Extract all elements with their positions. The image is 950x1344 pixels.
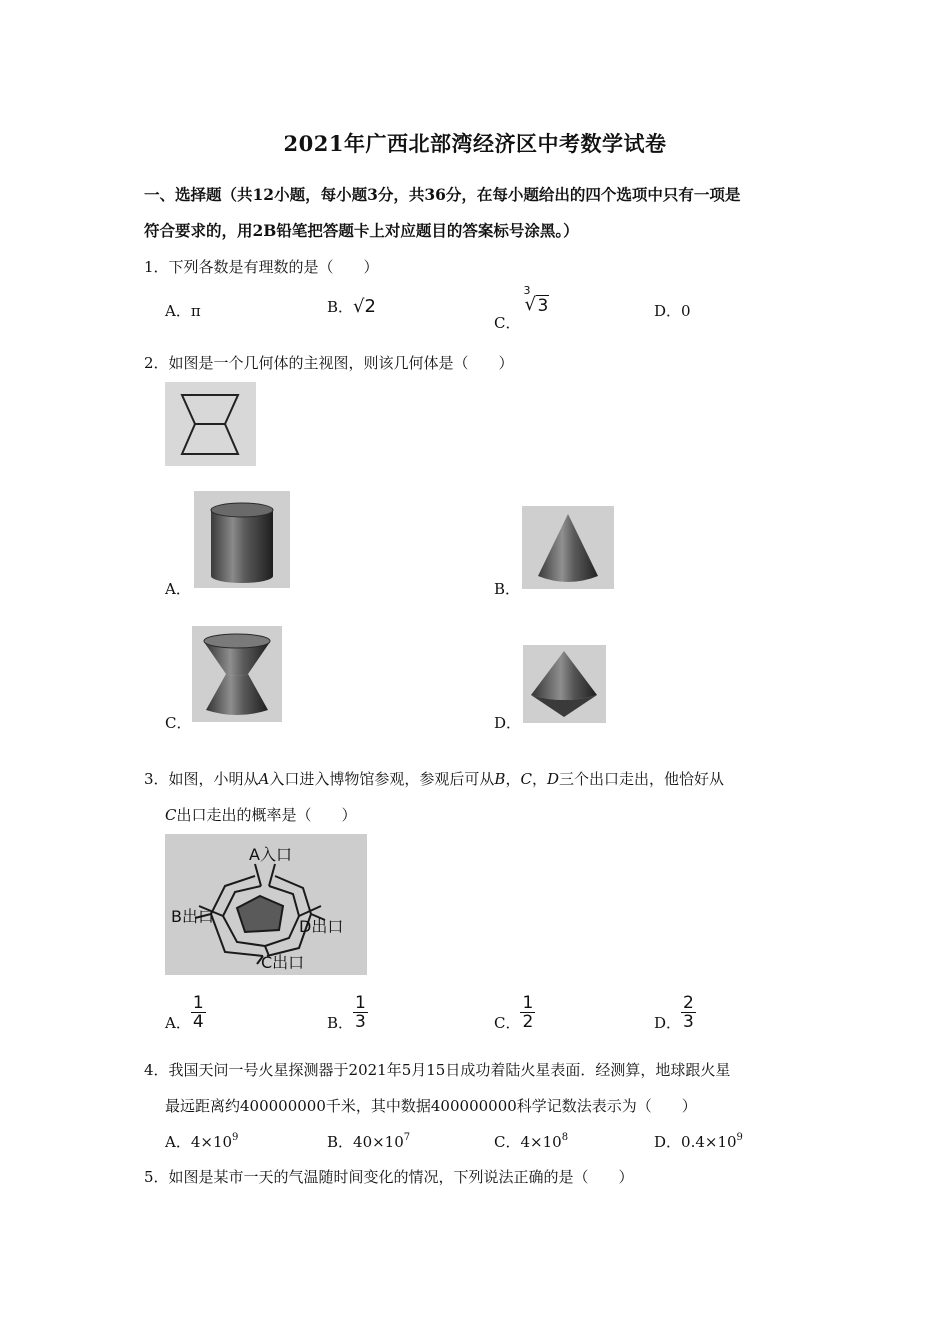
option-label: B． — [327, 1014, 354, 1032]
option-label: A． — [165, 1014, 191, 1032]
q3-option-b[interactable] — [327, 994, 368, 1031]
option-value: 0 — [681, 302, 691, 320]
option-label: C． — [494, 314, 521, 332]
front-view-figure — [165, 382, 256, 466]
option-label: D． — [654, 1014, 682, 1032]
var-d: D — [546, 770, 559, 788]
denominator: 3 — [355, 1012, 366, 1032]
radical-sign: √ — [524, 294, 536, 315]
fraction — [191, 994, 206, 1031]
option-label: A． — [165, 1133, 191, 1151]
map-label-b-exit: B出口 — [171, 907, 214, 926]
option-label: C． — [494, 1014, 521, 1032]
option-label: C． — [494, 1133, 521, 1151]
q4-option-a[interactable] — [165, 1131, 238, 1152]
exponent: 8 — [561, 1132, 569, 1143]
text: 三个出口走出，他恰好从 — [558, 770, 724, 788]
text: ， — [531, 770, 547, 788]
cone-figure[interactable] — [522, 506, 614, 589]
exponent: 9 — [736, 1132, 743, 1143]
text: 3．如图，小明从 — [144, 770, 259, 788]
numerator: 2 — [683, 993, 694, 1013]
question-3-stem-line2 — [165, 804, 357, 825]
numerator: 1 — [522, 993, 534, 1013]
map-label-c-exit: C出口 — [261, 953, 305, 972]
question-5-stem: 5．如图是某市一天的气温随时间变化的情况，下列说法正确的是（ ） — [144, 1168, 634, 1186]
section-header-line1: 一、选择题（共12小题，每小题3分，共36分，在每小题给出的四个选项中只有一项是 — [144, 185, 741, 204]
question-4-stem-line1: 4．我国天问一号火星探测器于2021年5月15日成功着陆火星表面．经测算，地球跟火星 — [144, 1061, 731, 1079]
q2-option-a-label[interactable]: A． — [165, 580, 191, 598]
option-label: B． — [327, 1133, 354, 1151]
fraction — [353, 994, 368, 1031]
question-4-stem-line2: 最远距离约400000000千米，其中数据400000000科学记数法表示为（ ） — [165, 1097, 697, 1115]
q3-option-c[interactable] — [494, 994, 535, 1031]
fraction — [681, 994, 696, 1031]
text: 入口进入博物馆参观，参观后可从 — [269, 770, 495, 788]
var-a: A — [258, 770, 270, 788]
text: 出口走出的概率是（ ） — [176, 806, 357, 824]
exponent: 9 — [232, 1132, 239, 1143]
map-label-a-entrance: A入口 — [249, 845, 292, 864]
cylinder-figure[interactable] — [194, 491, 290, 588]
option-base: 0.4×10 — [681, 1133, 737, 1151]
denominator: 3 — [683, 1012, 694, 1032]
q2-option-c-label[interactable]: C． — [165, 714, 192, 732]
option-base: 40×10 — [353, 1133, 404, 1151]
q3-option-a[interactable] — [165, 994, 206, 1031]
fraction — [520, 994, 535, 1031]
option-label: D． — [654, 1133, 682, 1151]
q1-option-d[interactable] — [654, 300, 691, 321]
page-title: 2021年广西北部湾经济区中考数学试卷 — [283, 131, 667, 156]
q1-option-a[interactable] — [165, 300, 201, 321]
q1-option-c[interactable] — [494, 284, 550, 332]
q1-option-b[interactable] — [327, 296, 376, 317]
cube-root-expression — [520, 286, 550, 316]
question-3-stem-line1 — [144, 768, 724, 789]
q3-option-d[interactable] — [654, 994, 696, 1031]
denominator: 4 — [192, 1012, 204, 1032]
question-1-stem: 1．下列各数是有理数的是（ ） — [144, 258, 379, 276]
var-c: C — [520, 770, 532, 788]
q4-option-d[interactable] — [654, 1131, 743, 1152]
q2-option-b-label[interactable]: B． — [494, 580, 521, 598]
map-label-d-exit: D出口 — [299, 917, 344, 936]
question-2-stem: 2．如图是一个几何体的主视图，则该几何体是（ ） — [144, 354, 514, 372]
radicand: 3 — [537, 296, 549, 316]
option-label: B． — [327, 298, 354, 316]
option-label: D． — [654, 302, 682, 320]
numerator: 1 — [192, 993, 204, 1013]
q2-option-d-label[interactable]: D． — [494, 714, 522, 732]
var-c: C — [165, 806, 177, 824]
root-index: 3 — [523, 284, 531, 297]
exponent: 7 — [403, 1132, 411, 1143]
section-header-line2: 符合要求的，用2B铅笔把答题卡上对应题目的答案标号涂黑。） — [144, 221, 579, 240]
sqrt2-expression: √2 — [353, 296, 376, 317]
q4-option-c[interactable] — [494, 1131, 568, 1152]
museum-map-figure — [165, 834, 367, 975]
option-base: 4×10 — [190, 1133, 233, 1151]
double-cone-hourglass-figure[interactable] — [192, 626, 282, 722]
text: ， — [505, 770, 521, 788]
option-value: π — [190, 302, 201, 320]
q4-option-b[interactable] — [327, 1131, 410, 1152]
option-label: A． — [165, 302, 191, 320]
numerator: 1 — [355, 993, 366, 1013]
double-cone-diamond-figure[interactable] — [523, 645, 606, 723]
denominator: 2 — [522, 1012, 534, 1032]
option-base: 4×10 — [520, 1133, 562, 1151]
var-b: B — [494, 770, 506, 788]
